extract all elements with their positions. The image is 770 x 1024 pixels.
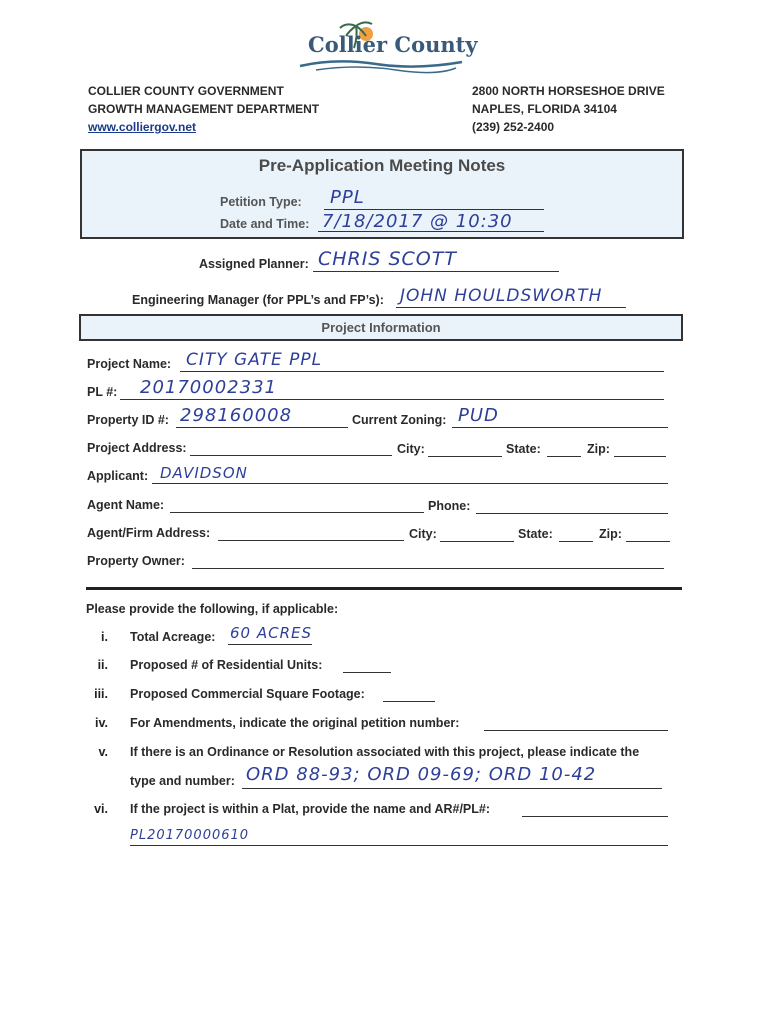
assigned-planner-label: Assigned Planner: <box>199 257 309 271</box>
project-information-title: Project Information <box>321 320 441 335</box>
phone-label: Phone: <box>428 499 471 513</box>
applicable-intro: Please provide the following, if applicable: <box>86 602 339 616</box>
agent-name-label: Agent Name: <box>87 498 165 512</box>
ordinance-value[interactable]: ORD 88-93; ORD 09-69; ORD 10-42 <box>246 764 597 785</box>
date-time-value[interactable]: 7/18/2017 @ 10:30 <box>322 211 513 232</box>
current-zoning-label: Current Zoning: <box>352 413 447 427</box>
pl-number-value[interactable]: 20170002331 <box>140 377 277 398</box>
total-acreage-label: Total Acreage: <box>130 630 216 644</box>
applicant-label: Applicant: <box>87 469 149 483</box>
notes-title: Pre-Application Meeting Notes <box>258 156 506 175</box>
section-divider <box>86 587 682 590</box>
header-address: 2800 NORTH HORSESHOE DRIVE <box>472 84 665 98</box>
project-name-value[interactable]: CITY GATE PPL <box>186 350 323 370</box>
project-city-label: City: <box>397 442 425 456</box>
header-phone: (239) 252-2400 <box>472 120 555 134</box>
header-city: NAPLES, FLORIDA 34104 <box>472 102 617 116</box>
amendments-label: For Amendments, indicate the original petition number: <box>130 716 460 730</box>
item-number: ii. <box>97 658 108 672</box>
project-address-label: Project Address: <box>87 441 187 455</box>
property-id-value[interactable]: 298160008 <box>180 405 293 426</box>
plat-label: If the project is within a Plat, provide the name and AR#/PL#: <box>130 802 491 816</box>
item-number: iii. <box>94 687 108 701</box>
logo-text: Collier County <box>308 32 478 57</box>
agent-state-label: State: <box>518 527 553 541</box>
header-left <box>88 82 319 136</box>
agent-zip-label: Zip: <box>599 527 622 541</box>
item-number: i. <box>101 630 108 644</box>
property-id-label: Property ID #: <box>87 413 169 427</box>
engineering-manager-value[interactable]: JOHN HOULDSWORTH <box>400 286 603 306</box>
total-acreage-value[interactable]: 60 ACRES <box>230 624 313 642</box>
project-information-header <box>79 314 683 341</box>
ordinance-type-label: type and number: <box>130 774 235 788</box>
current-zoning-value[interactable]: PUD <box>458 405 499 426</box>
plat-value[interactable]: PL20170000610 <box>130 828 250 843</box>
website-link[interactable]: www.colliergov.net <box>88 120 197 134</box>
commercial-sqft-label: Proposed Commercial Square Footage: <box>130 687 365 701</box>
ordinance-label: If there is an Ordinance or Resolution associated with this project, please indicate the <box>130 745 640 759</box>
petition-type-label: Petition Type: <box>220 195 302 209</box>
agent-firm-address-label: Agent/Firm Address: <box>87 526 211 540</box>
meeting-notes-box <box>80 149 684 239</box>
collier-county-logo <box>296 18 478 74</box>
project-state-label: State: <box>506 442 541 456</box>
item-number: vi. <box>94 802 108 816</box>
engineering-manager-label: Engineering Manager (for PPL’s and FP’s): <box>132 293 384 307</box>
header-org: COLLIER COUNTY GOVERNMENT <box>88 84 284 98</box>
date-time-label: Date and Time: <box>220 217 310 231</box>
petition-type-value[interactable]: PPL <box>330 187 365 208</box>
property-owner-label: Property Owner: <box>87 554 185 568</box>
header-dept: GROWTH MANAGEMENT DEPARTMENT <box>88 102 320 116</box>
pl-number-label: PL #: <box>87 385 118 399</box>
header-right <box>472 82 665 136</box>
project-name-label: Project Name: <box>87 357 172 371</box>
project-zip-label: Zip: <box>587 442 610 456</box>
applicant-value[interactable]: DAVIDSON <box>160 464 248 482</box>
assigned-planner-value[interactable]: CHRIS SCOTT <box>318 248 457 270</box>
item-number: iv. <box>95 716 108 730</box>
agent-city-label: City: <box>409 527 437 541</box>
item-number: v. <box>98 745 108 759</box>
residential-units-label: Proposed # of Residential Units: <box>130 658 323 672</box>
